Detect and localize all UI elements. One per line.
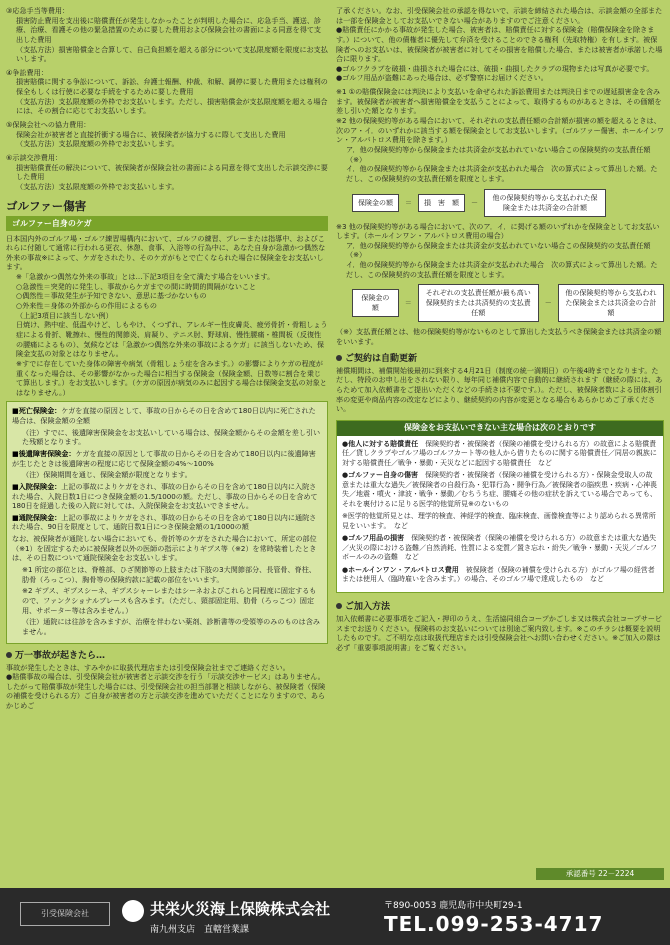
benefit-box (6, 401, 328, 643)
footnote: イ．他の保険契約等から保険金または共済金が支払われた場合 次の算式によって算出した額。ただし、この保険契約の支払責任額を限度とします。 (346, 260, 658, 279)
benefit-title: ■後遺障害保険金： (12, 448, 76, 458)
section-title: ⑥示談交渉費用： (6, 152, 63, 162)
exclusion-text: 保険契約者・被保険者（保険の補償を受けられる方）の故意による賠償責任／貸しクラブやゴルフ場のゴルフカート等の他人から借りたものに関する賠償責任／同居の親族に対する賠償責任／戦争・暴動・天災などに起因する賠償責任 など (342, 439, 657, 467)
underwriter-label: 引受保険会社 (20, 902, 110, 926)
exclusion-item (342, 440, 658, 469)
heading-text: ご加入方法 (345, 601, 391, 612)
section-title: ④争訟費用： (6, 67, 48, 77)
benefit-note: ※2 ギプス、ギプスシーネ、ギプスシャーレまたはシーネおよびこれらと同程度に固定するもので、ファンクショナルブレースも含みます。（ただし、頸部固定用、肋骨（ろっこつ）固定用、サポーター等は含みません。） (22, 586, 317, 615)
paragraph: ※すでに存在していた身体の障害や病気（骨粗しょう症を含みます。）の影響によりケガの程度が重くなった場合は、その影響がなかった場合に相当する保険金（保険金額、日数等に割合を乗じて算出します。）をお支払いします。（ケガの原因が病気のみに起因する場合は保険金支払の対象とはなりません。） (16, 358, 327, 397)
section-text: （支払方法）損害賠償金と合算して、自己負担額を超える部分について支払限度額を限度にお支払いします。 (16, 44, 328, 64)
formula-term: 他の保険契約等から支払われた保険金または共済金の合計額 (558, 284, 664, 322)
golfer-injury-text (6, 234, 328, 398)
liability-definition (336, 327, 664, 346)
paragraph: ●賠償責任にかかる事故が発生した場合、被害者は、賠償責任に対する保険金（賠償保険金を除きます。）について、他の債権者に優先して弁済を受けることのできる権利（先取特権）を有します。被保険者へのお支払いは、被保険者が被害者に対してその損害を賠償した場合、または被害者が承諾した場合に限ります。 (336, 25, 663, 64)
formula-2 (352, 284, 664, 322)
section-text: 損害賠償責任の解決について、被保険者が保険会社の書面による同意を得て支出した示談交渉に要した費用 (16, 162, 328, 182)
footnotes (336, 87, 664, 183)
formula-term: 保険金の額 (352, 194, 399, 212)
section-text: 損害防止費用を支出後に賠償責任が発生しなかったことが判明した場合に、応急手当、護送、診療、治療、看護その他の緊急措置のために要した費用および保険会社の書面による同意を得て支出した費用 (16, 15, 322, 44)
section-title: ⑤保険会社への協力費用： (6, 120, 91, 130)
auto-renew-text (336, 366, 664, 414)
bullet-icon (336, 603, 342, 609)
footnote: イ．他の保険契約等から保険金または共済金が支払われた場合 次の算式によって算出した額。ただし、この保険契約の支払責任額を限度とします。 (346, 164, 658, 183)
company-logo-icon (122, 900, 144, 922)
exclusion-text: 被保険者（保険の補償を受けられる方）がゴルフ場の経営者または使用人（臨時雇いを含みます。）の場合、そのゴルフ場で達成したもの など (342, 565, 655, 584)
section-first-aid (6, 6, 328, 64)
exclusions-body (337, 436, 663, 592)
benefit-text: ケガを直接の原因として、事故の日からその日を含めて180日以内に死亡された場合は、保険金額の全額 (12, 406, 316, 426)
exclusion-text: ※医学的他覚所見とは、理学的検査、神経学的検査、臨床検査、画像検査等により認められる異常所見をいいます。 など (342, 512, 656, 530)
exclusion-title: ●ゴルファー自身の傷害 (342, 471, 418, 480)
paragraph: （上記3項目に該当しない例） (16, 310, 113, 320)
how-to-join-text (336, 614, 664, 653)
paragraph: ○急激性＝突発的に発生し、事故からケガまでの間に時間的間隔がないこと (16, 281, 257, 291)
exclusion-text: 保険契約者・被保険者（保険の補償を受けられる方）・保険金受取人の故意または重大な過失／被保険者の自殺行為・犯罪行為・闘争行為／被保険者の脳疾患・疾病・心神喪失／地震・噴火・津波・戦争・暴動／むちうち症、腰痛その他の症状を訴えている場合であっても、それを裏付けるに足りる医学的他覚所見※のないもの (342, 471, 657, 508)
heading-text: 万一事故が起きたら… (15, 650, 106, 661)
paragraph: ●ゴルフクラブを破損・曲損された場合には、破損・曲損したクラブの現物または写真が必要です。 (336, 63, 654, 73)
paragraph: 事故が発生したときは、すみやかに取扱代理店または引受保険会社までご連絡ください。 (6, 662, 290, 672)
footnote: ア．他の保険契約等から保険金または共済金が支払われていない場合この保険契約の支払責任額（※） (346, 240, 651, 260)
approval-number: 承認番号 22－2224 (536, 868, 664, 880)
formula-term: 他の保険契約等から支払われた保険金または共済金の合計額 (484, 189, 606, 217)
exclusion-item (342, 534, 658, 563)
hospital-benefit (12, 482, 322, 511)
benefit-text: なお、被保険者が通院しない場合においても、骨折等のケガをされた場合において、所定の部位（※1）を固定するために被保険者以外の医師の指示によりギプス等（※2）を常時装着したときは、その日数について通院保険金をお支払いします。 (12, 534, 317, 563)
paragraph: ○外来性＝身体の外部からの作用によるもの (16, 301, 157, 311)
exclusions-box (336, 420, 664, 593)
benefit-note: （注）すでに、後遺障害保険金をお支払いしている場合は、保険金額からその金額を差し引いた残額となります。 (22, 427, 321, 447)
left-column (6, 6, 328, 715)
death-benefit (12, 406, 322, 425)
outpatient-benefit (12, 513, 322, 532)
golfer-injury-subheading: ゴルファー自身のケガ (6, 216, 328, 231)
phone-number[interactable]: TEL.099-253-4717 (384, 912, 604, 936)
bullet-icon (6, 652, 12, 658)
exclusion-text: 保険契約者・被保険者（保険の補償を受けられる方）の故意または重大な過失／火災の際における盗難／自然消耗、性質による変質／置き忘れ・紛失／戦争・暴動・天災／ゴルフボールのみの盗難 など (342, 534, 657, 562)
section-litigation (6, 68, 328, 116)
benefit-title: ■通院保険金： (12, 512, 62, 522)
benefit-title: ■死亡保険金： (12, 406, 62, 416)
paragraph: 加入依頼書に必要事項をご記入・押印のうえ、生活協同組合コープかごしま又は株式会社コープサービスまでお送りください。保険料のお支払いについては別途ご案内致します。※このチラシは概要を説明したものです。ご不明な点は取扱代理店または引受保険会社へお問い合わせください。※ご加入の際は必ず「重要事項説明書」をご覧ください。 (336, 613, 663, 652)
formula-1 (352, 189, 664, 217)
formula-term: それぞれの支払責任額が最も高い保険契約または共済契約の支払責任額 (418, 284, 539, 322)
paragraph: 日本国内外のゴルフ場・ゴルフ練習場構内において、ゴルフの練習、プレーまたは指導中、およびこれらに付随して通常に行われる更衣、休憩、食事、入浴等の行為中に、あなた自身が急激かつ偶然な外来の事故※によって、ケガをされたり、そのケガがもとで亡くなられた場合に保険金をお支払いします。 (6, 233, 326, 272)
minus-sign: － (471, 198, 478, 207)
footer (0, 888, 670, 945)
paragraph: ●ゴルフ用品が盗難にあった場合は、必ず警察にお届けください。 (336, 73, 548, 83)
auto-renew-heading (336, 351, 664, 364)
section-settlement (6, 153, 328, 192)
section-text: （支払方法）支払限度額の外枠でお支払いします。 (16, 181, 179, 191)
section-text: 損害賠償に関する争訟について、訴訟、弁護士報酬、仲裁、和解、調停に要した費用または権利の保全もしくは行使に必要な手続をするために要した費用 (16, 77, 328, 97)
golfer-injury-heading: ゴルファー傷害 (6, 198, 87, 213)
benefit-text: 上記の事故によりケガをされ、事故の日からその日を含めて180日以内に通院された場合、90日を限度として、通院日数1日につき保険金額の1/1000の額 (12, 512, 317, 532)
exclusion-title: ●他人に対する賠償責任 (342, 439, 419, 448)
right-column (336, 6, 664, 657)
equals-sign: ＝ (404, 299, 412, 308)
accident-heading (6, 648, 328, 661)
benefit-note: （注）保険期間を通じ、保険金額が限度となります。 (22, 470, 192, 480)
benefit-text: 上記の事故によりケガをされ、事故の日からその日を含めて180日以内に入院された場合、入院日数1日につき保険金額の1.5/1000の額。ただし、事故の日からその日を含めて180日を経過した後の入院に対しては、入院保険金をお支払いできません。 (12, 481, 318, 511)
disability-benefit (12, 449, 322, 468)
formula-term: 損 害 額 (418, 194, 465, 212)
paragraph: ○偶然性＝事故発生が予知できない、意思に基づかないもの (16, 291, 207, 301)
paragraph: ●賠償事故の場合は、引受保険会社が被害者と示談交渉を行う「示談交渉サービス」はありません。したがって賠償事故が発生した場合には、引受保険会社の担当部署と相談しながら、被保険者（保険の補償を受けられる方）ご自身が被害者の方と示談交渉を進めていただくことになりますので、あらかじめご (6, 672, 326, 711)
section-title: ③応急手当等費用： (6, 6, 70, 15)
paragraph: 補償期間は、補償開始後最初に到来する4月21日（制度の統一満期日）の午後4時までとなります。ただし、特段のお申し出をされない限り、毎年同じ補償内容で自動的に継続されます（継続の際には、あらためて加入依頼書をご提出いただくなどの手続きは不要です。）。ただし、被保険者数による団体割引率の変更や商品内容の改定などにより、継続契約の内容が変更となる場合もあらかじめご了承ください。 (336, 365, 663, 414)
paragraph: 了承ください。なお、引受保険会社の承認を得ないで、示談を締結された場合は、示談金額の全部または一部を保険金としてお支払いできない場合がありますのでご注意ください。 (336, 6, 663, 25)
footnote: ア．他の保険契約等から保険金または共済金が支払われていない場合この保険契約の支払責任額（※） (346, 144, 651, 164)
exclusion-item (342, 566, 658, 585)
footnotes-3 (336, 222, 664, 280)
benefit-note: ※1 所定の部位とは、脊椎部、ひざ関節等の上肢または下肢の3大関節部分、長管骨、脊柱、肋骨（ろっこつ）、胸骨等の保険約款に記載の部位をいいます。 (22, 565, 316, 584)
section-text: 保険会社が被害者と直接折衝する場合に、被保険者が協力するに際して支出した費用 (16, 129, 286, 139)
equals-sign: ＝ (405, 198, 412, 207)
heading-text: ご契約は自動更新 (345, 353, 418, 364)
formula-term: 保険金の額 (352, 289, 399, 317)
footnote: ※3 他の保険契約等がある場合において、次のア．イ．に掲げる額のいずれかを保険金としてお支払いします。（ホールインワン・アルバトロス費用の場合） (336, 221, 660, 241)
footnote: ※1 ①の賠償保険金には判決により支払いを命ぜられた訴訟費用または判決日までの遅延損害金を含みます。被保険者が被害者へ損害賠償金を支払うことによって、取得するものがあるときは、その価額を差し引いた額となります。 (336, 87, 662, 116)
branch-name: 南九州支店 直轄営業課 (150, 925, 250, 935)
footnote: （※）支払責任額とは、他の保険契約等がないものとして算出した支払うべき保険金または共済金の額をいいます。 (336, 327, 662, 347)
exclusions-header: 保険金をお支払いできない主な場合は次のとおりです (337, 421, 663, 436)
benefit-text: ケガを直接の原因として事故の日からその日を含めて180日以内に後遺障害が生じたときは後遺障害の程度に応じて保険金額の4%〜100% (12, 448, 316, 468)
claims-notes (336, 6, 664, 83)
benefit-note: （注）通院には往診を含みますが、治療を伴わない薬剤、診断書等の受領等のみのものは含みません。 (22, 617, 320, 636)
how-to-join-heading (336, 599, 664, 612)
section-text: （支払方法）支払限度額の外枠でお支払いします。ただし、損害賠償金が支払限度額を超える場合には、その割合に応じてお支払いします。 (16, 96, 328, 116)
company-address: 〒890-0053 鹿児島市中央町29-1 (384, 901, 523, 911)
accident-text (6, 663, 328, 711)
exclusion-item (342, 471, 658, 509)
section-text: （支払方法）支払限度額の外枠でお支払いします。 (16, 139, 179, 149)
benefit-title: ■入院保険金： (12, 481, 62, 491)
exclusion-title: ●ホールインワン・アルバトロス費用 (342, 565, 459, 574)
section-cooperation (6, 120, 328, 149)
paragraph: 日焼け、熱中症、低温やけど、しもやけ、くつずれ、アレルギー性皮膚炎、疲労骨折・骨粗しょう症による骨折、靴擦れ、慢性的関節炎、肩凝り、テニス肘、野球肩、慢性腰痛・椎間板（反復性の腰痛によるもの）、気候などは「急激かつ偶然な外来の事故によるケガ」に該当しないため、保険金支払の対象とはなりません。 (16, 320, 328, 359)
footnote: ※2 他の保険契約等がある場合において、それぞれの支払責任額の合計額が損害の額を超えるときは、次のア・イ．のいずれかに該当する額を保険金としてお支払いします。（ゴルファー傷害、ホールインワン・アルバトロス費用を除きます。） (336, 116, 665, 145)
bullet-icon (336, 355, 342, 361)
minus-sign: － (544, 299, 552, 308)
company-name: 共栄火災海上保険株式会社 (150, 900, 331, 918)
exclusion-title: ●ゴルフ用品の損害 (342, 534, 405, 543)
paragraph: ※「急激かつ偶然な外来の事故」とは…下記3項目を全て満たす場合をいいます。 (16, 272, 275, 282)
